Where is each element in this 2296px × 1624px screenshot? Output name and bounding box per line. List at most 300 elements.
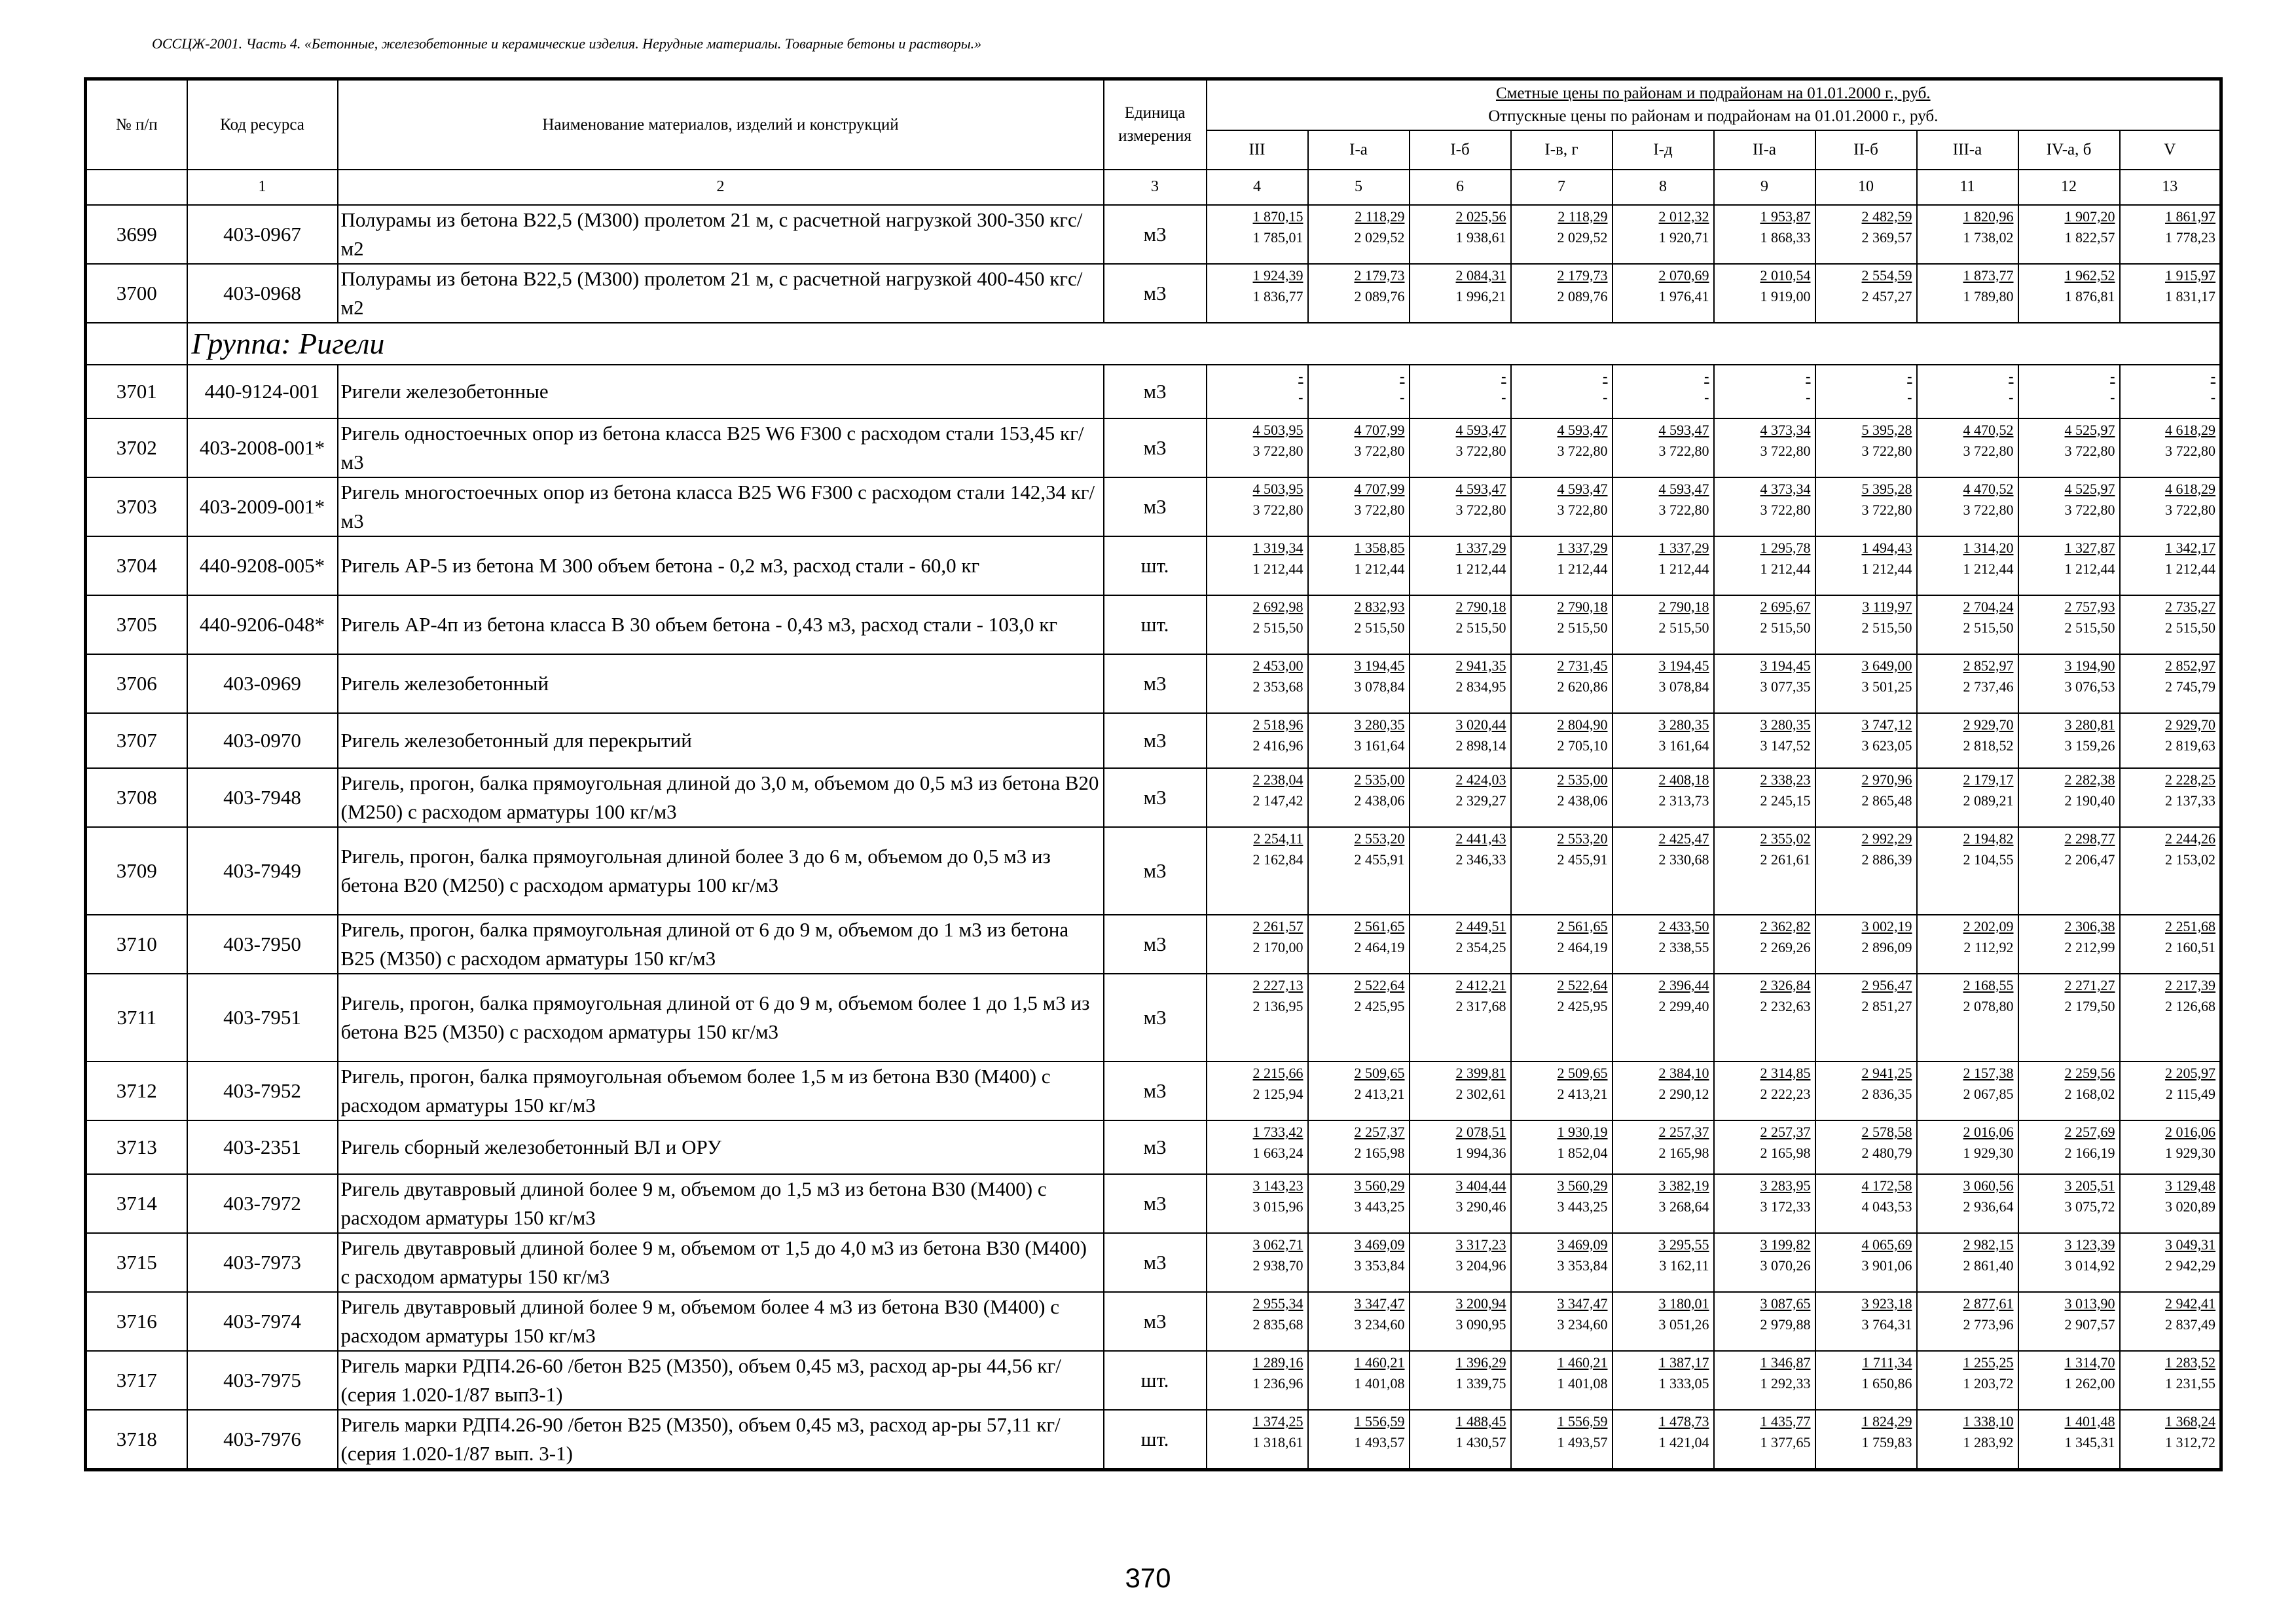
estimate-price: 2 384,10: [1658, 1064, 1709, 1081]
item-name: Ригель АР-4п из бетона класса В 30 объем бетона - 0,43 м3, расход стали - 103,0 кг: [338, 595, 1104, 654]
price-cell: [1613, 713, 1714, 768]
price-cell: [1714, 713, 1815, 768]
release-price: 1 759,83: [1861, 1433, 1912, 1450]
release-price: 3 161,64: [1658, 737, 1709, 754]
estimate-price: -: [1298, 367, 1303, 384]
estimate-price: 2 790,18: [1658, 598, 1709, 615]
estimate-price: 2 929,70: [1963, 716, 2014, 733]
unit-of-measure: м3: [1104, 713, 1207, 768]
price-cell: [1613, 264, 1714, 323]
estimate-price: 4 373,34: [1760, 421, 1811, 438]
estimate-price: 3 194,45: [1760, 657, 1811, 674]
estimate-price: -: [1704, 367, 1709, 384]
price-cell: [2018, 974, 2120, 1061]
release-price: 3 070,26: [1760, 1257, 1811, 1274]
release-price: 2 329,27: [1455, 792, 1506, 809]
price-title-estimate: Сметные цены по районам и подрайонам на 01.01.2000 г., руб.: [1495, 84, 1931, 103]
release-price: 1 836,77: [1252, 287, 1303, 304]
price-cell: [1308, 365, 1410, 418]
resource-code: 403-0969: [187, 654, 338, 713]
release-price: 2 896,09: [1861, 938, 1912, 955]
price-cell: [1917, 1061, 2018, 1120]
estimate-price: 2 482,59: [1861, 208, 1912, 225]
price-cell: [2120, 768, 2221, 827]
item-name: Ригель марки РДП4.26-60 /бетон В25 (М350), объем 0,45 м3, расход ар-ры 44,56 кг/ (серия 1.020-1/87 вып3-1): [338, 1351, 1104, 1410]
price-cell: [1815, 1120, 1917, 1174]
release-price: 3 623,05: [1861, 737, 1912, 754]
estimate-price: 3 560,29: [1354, 1177, 1405, 1194]
estimate-price: 1 289,16: [1252, 1354, 1303, 1371]
release-price: 2 317,68: [1455, 997, 1506, 1014]
price-cell: [1815, 654, 1917, 713]
region-header: V: [2120, 130, 2221, 170]
estimate-price: 4 707,99: [1354, 421, 1405, 438]
price-cell: [1511, 654, 1613, 713]
estimate-price: 1 401,48: [2064, 1412, 2115, 1430]
release-price: 2 147,42: [1252, 792, 1303, 809]
release-price: 3 014,92: [2064, 1257, 2115, 1274]
unit-of-measure: м3: [1104, 365, 1207, 418]
unit-of-measure: м3: [1104, 974, 1207, 1061]
price-cell: [1714, 1351, 1815, 1410]
estimate-price: 2 261,57: [1252, 917, 1303, 934]
price-cell: [2120, 1292, 2221, 1351]
price-cell: [1410, 418, 1511, 477]
unit-of-measure: м3: [1104, 915, 1207, 974]
price-cell: [1410, 654, 1511, 713]
price-cell: [1410, 1351, 1511, 1410]
release-price: 2 165,98: [1760, 1144, 1811, 1161]
release-price: 3 162,11: [1659, 1257, 1709, 1274]
header-unit: Единица измерения: [1104, 79, 1207, 170]
release-price: 2 438,06: [1557, 792, 1608, 809]
price-cell: [2018, 915, 2120, 974]
price-cell: [1613, 418, 1714, 477]
release-price: 1 318,61: [1252, 1433, 1303, 1450]
price-cell: [2018, 264, 2120, 323]
estimate-price: 2 179,17: [1963, 771, 2014, 788]
estimate-price: 3 087,65: [1760, 1295, 1811, 1312]
estimate-price: 2 025,56: [1455, 208, 1506, 225]
estimate-price: 3 280,35: [1658, 716, 1709, 733]
row-number: 3710: [86, 915, 187, 974]
table-row: [86, 595, 2221, 654]
price-cell: [1410, 1410, 1511, 1470]
release-price: 3 722,80: [1658, 501, 1709, 518]
release-price: 3 015,96: [1252, 1198, 1303, 1215]
estimate-price: 2 217,39: [2165, 976, 2216, 993]
estimate-price: 2 362,82: [1760, 917, 1811, 934]
price-cell: [1511, 205, 1613, 264]
price-cell: [1207, 654, 1308, 713]
estimate-price: 4 593,47: [1455, 480, 1506, 497]
release-price: 2 464,19: [1354, 938, 1405, 955]
price-cell: [1207, 365, 1308, 418]
release-price: 2 029,52: [1557, 229, 1608, 246]
table-row: [86, 1292, 2221, 1351]
release-price: 1 778,23: [2165, 229, 2216, 246]
release-price: 1 212,44: [1963, 560, 2014, 577]
release-price: 2 179,50: [2064, 997, 2115, 1014]
release-price: 2 851,27: [1861, 997, 1912, 1014]
estimate-price: 3 062,71: [1252, 1236, 1303, 1253]
estimate-price: 2 227,13: [1252, 976, 1303, 993]
release-price: 2 515,50: [2064, 619, 2115, 636]
release-price: -: [1501, 388, 1506, 405]
release-price: 1 822,57: [2064, 229, 2115, 246]
release-price: 2 354,25: [1455, 938, 1506, 955]
estimate-price: 4 470,52: [1963, 480, 2014, 497]
resource-code: 440-9124-001: [187, 365, 338, 418]
price-cell: [1308, 595, 1410, 654]
price-cell: [1207, 1410, 1308, 1470]
table-row: [86, 418, 2221, 477]
item-name: Ригель железобетонный: [338, 654, 1104, 713]
release-price: 2 835,68: [1252, 1316, 1303, 1333]
column-number: 5: [1308, 170, 1410, 205]
estimate-price: 4 618,29: [2165, 421, 2216, 438]
release-price: 2 425,95: [1557, 997, 1608, 1014]
price-cell: [1815, 1292, 1917, 1351]
price-cell: [2018, 595, 2120, 654]
price-cell: [2018, 1120, 2120, 1174]
price-cell: [1308, 1174, 1410, 1233]
estimate-price: 3 347,47: [1557, 1295, 1608, 1312]
price-cell: [1410, 264, 1511, 323]
release-price: 3 722,80: [2165, 501, 2216, 518]
item-name: Ригель двутавровый длиной более 9 м, объемом более 4 м3 из бетона В30 (М400) с расходом арматуры 150 кг/м3: [338, 1292, 1104, 1351]
price-cell: [1511, 768, 1613, 827]
estimate-price: 4 593,47: [1658, 421, 1709, 438]
release-price: 1 212,44: [2165, 560, 2216, 577]
column-number: 2: [338, 170, 1104, 205]
release-price: -: [1603, 388, 1608, 405]
price-cell: [1917, 477, 2018, 536]
resource-code: 403-7949: [187, 827, 338, 915]
price-cell: [1207, 713, 1308, 768]
table-body: [86, 205, 2221, 1470]
estimate-price: 2 449,51: [1455, 917, 1506, 934]
price-cell: [1207, 1292, 1308, 1351]
price-cell: [1714, 768, 1815, 827]
release-price: 2 457,27: [1861, 287, 1912, 304]
release-price: 2 369,57: [1861, 229, 1912, 246]
region-header: II-а: [1714, 130, 1815, 170]
price-cell: [2018, 205, 2120, 264]
estimate-price: 3 020,44: [1455, 716, 1506, 733]
table-row: [86, 1233, 2221, 1292]
item-name: Ригель железобетонный для перекрытий: [338, 713, 1104, 768]
price-cell: [2120, 477, 2221, 536]
price-cell: [1917, 915, 2018, 974]
release-price: 2 125,94: [1252, 1085, 1303, 1102]
estimate-price: -: [1501, 367, 1506, 384]
price-cell: [1815, 974, 1917, 1061]
column-number-row: [86, 170, 2221, 205]
estimate-price: 3 060,56: [1963, 1177, 2014, 1194]
release-price: 2 705,10: [1557, 737, 1608, 754]
price-cell: [1815, 1174, 1917, 1233]
release-price: 2 029,52: [1354, 229, 1405, 246]
price-cell: [2120, 1061, 2221, 1120]
release-price: 1 493,57: [1354, 1433, 1405, 1450]
table-row: [86, 974, 2221, 1061]
price-cell: [1410, 1174, 1511, 1233]
price-cell: [1410, 1120, 1511, 1174]
release-price: 1 920,71: [1658, 229, 1709, 246]
release-price: 1 852,04: [1557, 1144, 1608, 1161]
estimate-price: 4 593,47: [1455, 421, 1506, 438]
estimate-price: 3 194,45: [1658, 657, 1709, 674]
estimate-price: 1 338,10: [1963, 1412, 2014, 1430]
release-price: 1 868,33: [1760, 229, 1811, 246]
item-name: Ригель двутавровый длиной более 9 м, объемом от 1,5 до 4,0 м3 из бетона В30 (М400) с расходом арматуры 150 кг/м3: [338, 1233, 1104, 1292]
release-price: 3 722,80: [1760, 501, 1811, 518]
price-cell: [2018, 418, 2120, 477]
price-cell: [1714, 205, 1815, 264]
region-header: III: [1207, 130, 1308, 170]
estimate-price: 2 257,37: [1658, 1123, 1709, 1140]
estimate-price: 3 205,51: [2064, 1177, 2115, 1194]
price-cell: [2120, 1174, 2221, 1233]
release-price: 3 443,25: [1557, 1198, 1608, 1215]
estimate-price: 3 002,19: [1861, 917, 1912, 934]
estimate-price: 1 824,29: [1861, 1412, 1912, 1430]
estimate-price: 2 942,41: [2165, 1295, 2216, 1312]
price-cell: [1207, 477, 1308, 536]
estimate-price: -: [2009, 367, 2014, 384]
estimate-price: 2 877,61: [1963, 1295, 2014, 1312]
unit-of-measure: м3: [1104, 418, 1207, 477]
price-cell: [2120, 1120, 2221, 1174]
estimate-price: 2 399,81: [1455, 1064, 1506, 1081]
release-price: -: [1400, 388, 1405, 405]
price-cell: [1410, 1233, 1511, 1292]
release-price: 2 089,21: [1963, 792, 2014, 809]
row-number: 3706: [86, 654, 187, 713]
price-cell: [1410, 365, 1511, 418]
column-number-blank: [86, 170, 187, 205]
price-cell: [2120, 827, 2221, 915]
row-number: 3718: [86, 1410, 187, 1470]
release-price: 3 722,80: [1252, 501, 1303, 518]
estimate-price: 3 280,81: [2064, 716, 2115, 733]
release-price: 1 212,44: [1861, 560, 1912, 577]
column-number: 11: [1917, 170, 2018, 205]
estimate-price: 2 010,54: [1760, 267, 1811, 284]
price-cell: [1613, 1120, 1714, 1174]
release-price: 3 722,80: [1963, 442, 2014, 459]
estimate-price: 3 469,09: [1557, 1236, 1608, 1253]
unit-of-measure: м3: [1104, 264, 1207, 323]
region-header: III-а: [1917, 130, 2018, 170]
estimate-price: 2 790,18: [1455, 598, 1506, 615]
estimate-price: 4 525,97: [2064, 480, 2115, 497]
price-cell: [1511, 915, 1613, 974]
release-price: 2 269,26: [1760, 938, 1811, 955]
release-price: 1 203,72: [1963, 1375, 2014, 1392]
estimate-price: 5 395,28: [1861, 480, 1912, 497]
estimate-price: 2 118,29: [1355, 208, 1405, 225]
release-price: 1 929,30: [1963, 1144, 2014, 1161]
region-header: I-д: [1613, 130, 1714, 170]
price-cell: [1815, 827, 1917, 915]
estimate-price: 3 129,48: [2165, 1177, 2216, 1194]
estimate-price: 2 282,38: [2064, 771, 2115, 788]
estimate-price: 2 852,97: [1963, 657, 2014, 674]
price-cell: [1207, 1233, 1308, 1292]
estimate-price: 4 065,69: [1861, 1236, 1912, 1253]
estimate-price: 2 179,73: [1557, 267, 1608, 284]
header-name: Наименование материалов, изделий и конструкций: [338, 79, 1104, 170]
price-cell: [2018, 827, 2120, 915]
resource-code: 403-2351: [187, 1120, 338, 1174]
release-price: 1 212,44: [1557, 560, 1608, 577]
price-cell: [2018, 1174, 2120, 1233]
estimate-price: 1 494,43: [1861, 539, 1912, 556]
release-price: 2 416,96: [1252, 737, 1303, 754]
header-num: № п/п: [86, 79, 187, 170]
table-row: [86, 205, 2221, 264]
estimate-price: 1 283,52: [2165, 1354, 2216, 1371]
estimate-price: 1 337,29: [1455, 539, 1506, 556]
row-number: 3716: [86, 1292, 187, 1351]
price-cell: [1714, 1174, 1815, 1233]
estimate-price: 4 503,95: [1252, 421, 1303, 438]
price-cell: [1714, 1292, 1815, 1351]
row-number: 3705: [86, 595, 187, 654]
item-name: Ригель, прогон, балка прямоугольная длиной от 6 до 9 м, объемом более 1 до 1,5 м3 из бетона В25 (М350) с расходом арматуры 150 кг/м3: [338, 974, 1104, 1061]
estimate-price: 2 578,58: [1861, 1123, 1912, 1140]
price-cell: [1207, 1174, 1308, 1233]
price-cell: [2120, 264, 2221, 323]
price-cell: [2120, 654, 2221, 713]
price-cell: [1308, 1233, 1410, 1292]
release-price: -: [1907, 388, 1912, 405]
estimate-price: 2 238,04: [1252, 771, 1303, 788]
price-cell: [1511, 1120, 1613, 1174]
estimate-price: 2 257,69: [2064, 1123, 2115, 1140]
release-price: 2 515,50: [1963, 619, 2014, 636]
release-price: 2 898,14: [1455, 737, 1506, 754]
release-price: 2 153,02: [2165, 851, 2216, 868]
estimate-price: 1 374,25: [1252, 1412, 1303, 1430]
region-header: IV-а, б: [2018, 130, 2120, 170]
estimate-price: 2 441,43: [1455, 830, 1506, 847]
price-cell: [1714, 264, 1815, 323]
release-price: 1 650,86: [1861, 1375, 1912, 1392]
estimate-price: 2 956,47: [1861, 976, 1912, 993]
unit-of-measure: м3: [1104, 1292, 1207, 1351]
release-price: 2 222,23: [1760, 1085, 1811, 1102]
estimate-price: 3 280,35: [1760, 716, 1811, 733]
release-price: 1 292,33: [1760, 1375, 1811, 1392]
estimate-price: 1 915,97: [2165, 267, 2216, 284]
release-price: 3 443,25: [1354, 1198, 1405, 1215]
price-cell: [1917, 1120, 2018, 1174]
release-price: 2 834,95: [1455, 678, 1506, 695]
release-price: 3 020,89: [2165, 1198, 2216, 1215]
release-price: 2 104,55: [1963, 851, 2014, 868]
release-price: 2 112,92: [1963, 938, 2014, 955]
price-table: [84, 77, 2223, 1471]
price-cell: [1613, 974, 1714, 1061]
release-price: 2 979,88: [1760, 1316, 1811, 1333]
resource-code: 403-7951: [187, 974, 338, 1061]
price-cell: [2018, 1061, 2120, 1120]
release-price: 2 089,76: [1354, 287, 1405, 304]
estimate-price: 2 852,97: [2165, 657, 2216, 674]
price-cell: [1511, 827, 1613, 915]
estimate-price: 3 404,44: [1455, 1177, 1506, 1194]
price-cell: [1410, 713, 1511, 768]
price-cell: [1410, 536, 1511, 595]
estimate-price: 3 123,39: [2064, 1236, 2115, 1253]
price-cell: [1815, 595, 1917, 654]
estimate-price: 1 861,97: [2165, 208, 2216, 225]
estimate-price: 1 460,21: [1354, 1354, 1405, 1371]
page-number: 370: [1125, 1562, 1171, 1593]
estimate-price: 1 924,39: [1252, 267, 1303, 284]
release-price: 3 722,80: [1455, 442, 1506, 459]
price-cell: [1207, 915, 1308, 974]
estimate-price: -: [1400, 367, 1405, 384]
price-cell: [1410, 595, 1511, 654]
estimate-price: 3 560,29: [1557, 1177, 1608, 1194]
release-price: 2 515,50: [1861, 619, 1912, 636]
release-price: 1 312,72: [2165, 1433, 2216, 1450]
price-cell: [1613, 1233, 1714, 1292]
estimate-price: 1 460,21: [1557, 1354, 1608, 1371]
release-price: 2 837,49: [2165, 1316, 2216, 1333]
column-number: 8: [1613, 170, 1714, 205]
release-price: 2 836,35: [1861, 1085, 1912, 1102]
release-price: 3 722,80: [1861, 442, 1912, 459]
release-price: -: [1806, 388, 1811, 405]
estimate-price: 2 251,68: [2165, 917, 2216, 934]
release-price: 1 994,36: [1455, 1144, 1506, 1161]
release-price: 1 938,61: [1455, 229, 1506, 246]
release-price: 2 136,95: [1252, 997, 1303, 1014]
price-cell: [1917, 654, 2018, 713]
price-cell: [1917, 418, 2018, 477]
item-name: Полурамы из бетона В22,5 (М300) пролетом 21 м, с расчетной нагрузкой 400-450 кгс/м2: [338, 264, 1104, 323]
table-row: [86, 1410, 2221, 1470]
release-price: 1 421,04: [1658, 1433, 1709, 1450]
estimate-price: 1 556,59: [1354, 1412, 1405, 1430]
region-header: I-а: [1308, 130, 1410, 170]
release-price: 2 413,21: [1557, 1085, 1608, 1102]
estimate-price: 2 355,02: [1760, 830, 1811, 847]
price-cell: [1308, 768, 1410, 827]
release-price: 3 722,80: [1861, 501, 1912, 518]
estimate-price: 2 509,65: [1557, 1064, 1608, 1081]
price-cell: [1613, 477, 1714, 536]
column-number: 1: [187, 170, 338, 205]
price-cell: [1511, 536, 1613, 595]
release-price: 2 515,50: [2165, 619, 2216, 636]
price-cell: [1613, 827, 1714, 915]
estimate-price: 4 593,47: [1658, 480, 1709, 497]
price-cell: [2120, 915, 2221, 974]
resource-code: 403-2009-001*: [187, 477, 338, 536]
estimate-price: 2 257,37: [1354, 1123, 1405, 1140]
release-price: 1 262,00: [2064, 1375, 2115, 1392]
price-cell: [1410, 974, 1511, 1061]
release-price: 1 401,08: [1557, 1375, 1608, 1392]
release-price: 1 212,44: [1455, 560, 1506, 577]
price-cell: [1207, 1061, 1308, 1120]
